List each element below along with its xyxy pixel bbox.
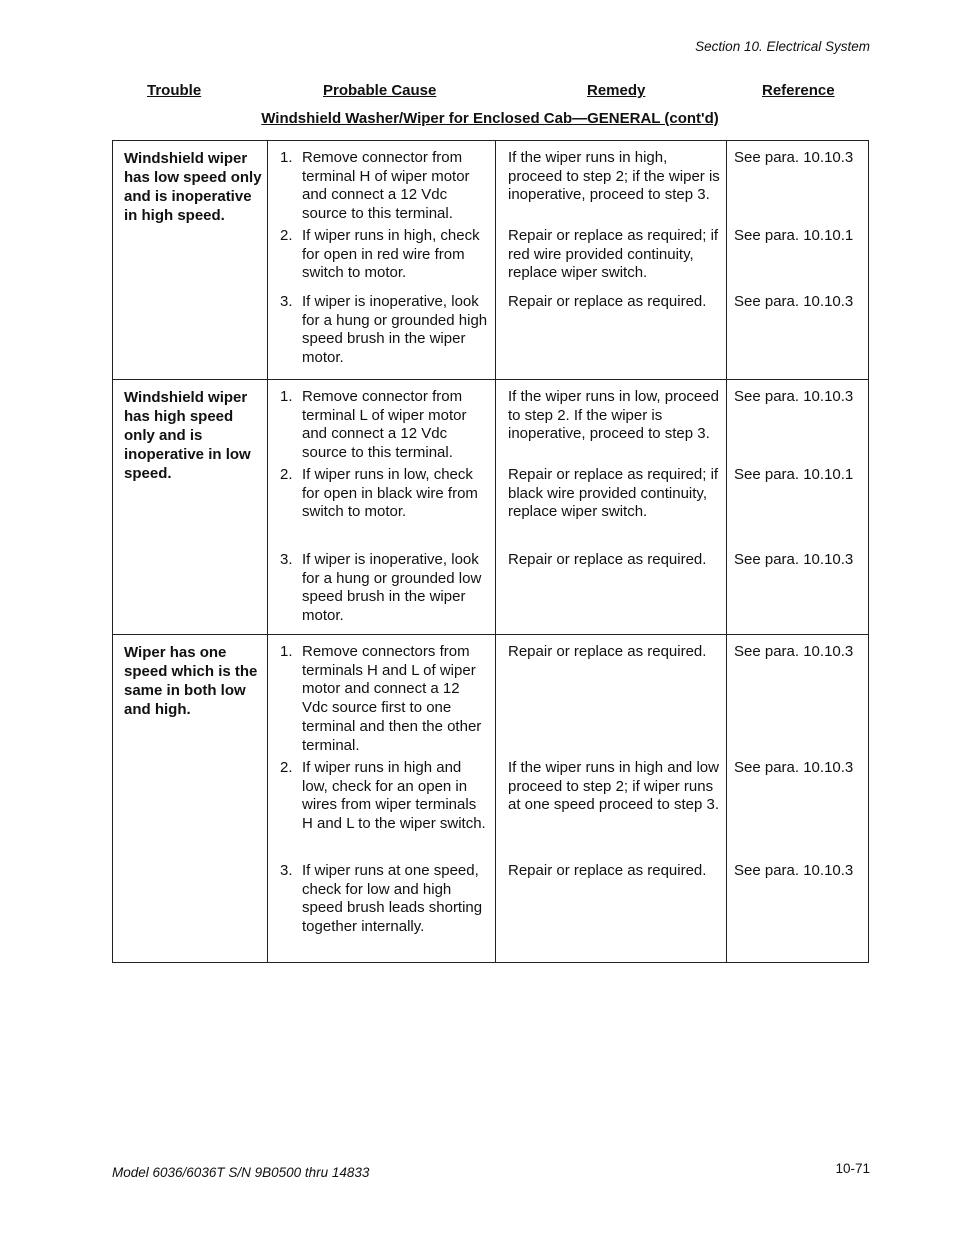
reference-cell: See para. 10.10.1 bbox=[726, 464, 868, 549]
step-number: 2. bbox=[280, 227, 293, 244]
steps-container bbox=[267, 141, 868, 379]
reference-cell: See para. 10.10.3 bbox=[726, 860, 868, 962]
remedy-cell: Repair or replace as required; if black wire provided continuity, replace wiper switch. bbox=[495, 464, 726, 549]
table-row bbox=[267, 141, 868, 225]
cause-text: Remove connector from terminal L of wiper motor and connect a 12 Vdc source to this terminal. bbox=[302, 388, 467, 462]
table-row bbox=[267, 757, 868, 860]
remedy-cell: Repair or replace as required. bbox=[495, 860, 726, 962]
step-number: 3. bbox=[280, 862, 293, 879]
remedy-cell: Repair or replace as required; if red wire provided continuity, replace wiper switch. bbox=[495, 225, 726, 291]
step-number: 2. bbox=[280, 466, 293, 483]
trouble-group bbox=[113, 634, 868, 962]
remedy-cell: If the wiper runs in low, proceed to step 2. If the wiper is inoperative, proceed to step 3. bbox=[495, 380, 726, 464]
cause-text: If wiper runs in high, check for open in red wire from switch to motor. bbox=[302, 227, 480, 282]
table-row bbox=[267, 380, 868, 464]
cause-cell bbox=[267, 464, 495, 549]
cause-text: If wiper is inoperative, look for a hung or grounded high speed brush in the wiper motor. bbox=[302, 293, 488, 367]
column-header-cause: Probable Cause bbox=[323, 82, 437, 99]
cause-text: If wiper is inoperative, look for a hung or grounded low speed brush in the wiper motor. bbox=[302, 551, 482, 625]
section-header: Section 10. Electrical System bbox=[695, 39, 870, 54]
footer-model: Model 6036/6036T S/N 9B0500 thru 14833 bbox=[112, 1165, 370, 1180]
step-number: 1. bbox=[280, 149, 293, 166]
remedy-cell: If the wiper runs in high and low proceed to step 2; if wiper runs at one speed proceed to step 3. bbox=[495, 757, 726, 860]
steps-container bbox=[267, 380, 868, 634]
cause-cell bbox=[267, 635, 495, 757]
reference-cell: See para. 10.10.3 bbox=[726, 380, 868, 464]
step-number: 3. bbox=[280, 551, 293, 568]
reference-cell: See para. 10.10.3 bbox=[726, 291, 868, 379]
cause-cell bbox=[267, 225, 495, 291]
cause-cell bbox=[267, 757, 495, 860]
trouble-cell: Windshield wiper has high speed only and is inoperative in low speed. bbox=[124, 389, 251, 482]
remedy-cell: Repair or replace as required. bbox=[495, 291, 726, 379]
trouble-group bbox=[113, 379, 868, 634]
cause-text: Remove connectors from terminals H and L of wiper motor and connect a 12 Vdc source first to one terminal and then the other terminal. bbox=[302, 643, 482, 754]
table-row bbox=[267, 549, 868, 634]
table-row bbox=[267, 225, 868, 291]
steps-container bbox=[267, 635, 868, 962]
step-number: 2. bbox=[280, 759, 293, 776]
cause-cell bbox=[267, 141, 495, 225]
reference-cell: See para. 10.10.3 bbox=[726, 635, 868, 757]
cause-text: Remove connector from terminal H of wiper motor and connect a 12 Vdc source to this terminal. bbox=[302, 149, 470, 223]
column-header-trouble: Trouble bbox=[147, 82, 202, 99]
trouble-cell: Windshield wiper has low speed only and is inoperative in high speed. bbox=[124, 150, 262, 224]
remedy-cell: Repair or replace as required. bbox=[495, 635, 726, 757]
reference-cell: See para. 10.10.1 bbox=[726, 225, 868, 291]
table-row bbox=[267, 291, 868, 379]
reference-cell: See para. 10.10.3 bbox=[726, 549, 868, 634]
step-number: 1. bbox=[280, 388, 293, 405]
remedy-cell: Repair or replace as required. bbox=[495, 549, 726, 634]
column-header-reference: Reference bbox=[762, 82, 835, 99]
cause-cell bbox=[267, 549, 495, 634]
step-number: 1. bbox=[280, 643, 293, 660]
cause-text: If wiper runs in low, check for open in black wire from switch to motor. bbox=[302, 466, 478, 521]
trouble-group bbox=[113, 141, 868, 379]
reference-cell: See para. 10.10.3 bbox=[726, 141, 868, 225]
page-number: 10-71 bbox=[835, 1161, 870, 1176]
column-header-remedy: Remedy bbox=[587, 82, 646, 99]
cause-cell bbox=[267, 860, 495, 962]
table-subtitle: Windshield Washer/Wiper for Enclosed Cab—GENERAL (cont'd) bbox=[261, 110, 719, 127]
cause-cell bbox=[267, 291, 495, 379]
table-row bbox=[267, 860, 868, 962]
reference-cell: See para. 10.10.3 bbox=[726, 757, 868, 860]
table-row bbox=[267, 464, 868, 549]
remedy-cell: If the wiper runs in high, proceed to step 2; if the wiper is inoperative, proceed to step 3. bbox=[495, 141, 726, 225]
trouble-cell: Wiper has one speed which is the same in both low and high. bbox=[124, 644, 258, 718]
cause-cell bbox=[267, 380, 495, 464]
cause-text: If wiper runs in high and low, check for an open in wires from wiper terminals H and L to the wiper switch. bbox=[302, 759, 486, 833]
table-row bbox=[267, 635, 868, 757]
troubleshooting-table bbox=[112, 140, 869, 963]
cause-text: If wiper runs at one speed, check for low and high speed brush leads shorting together internally. bbox=[302, 862, 483, 936]
step-number: 3. bbox=[280, 293, 293, 310]
